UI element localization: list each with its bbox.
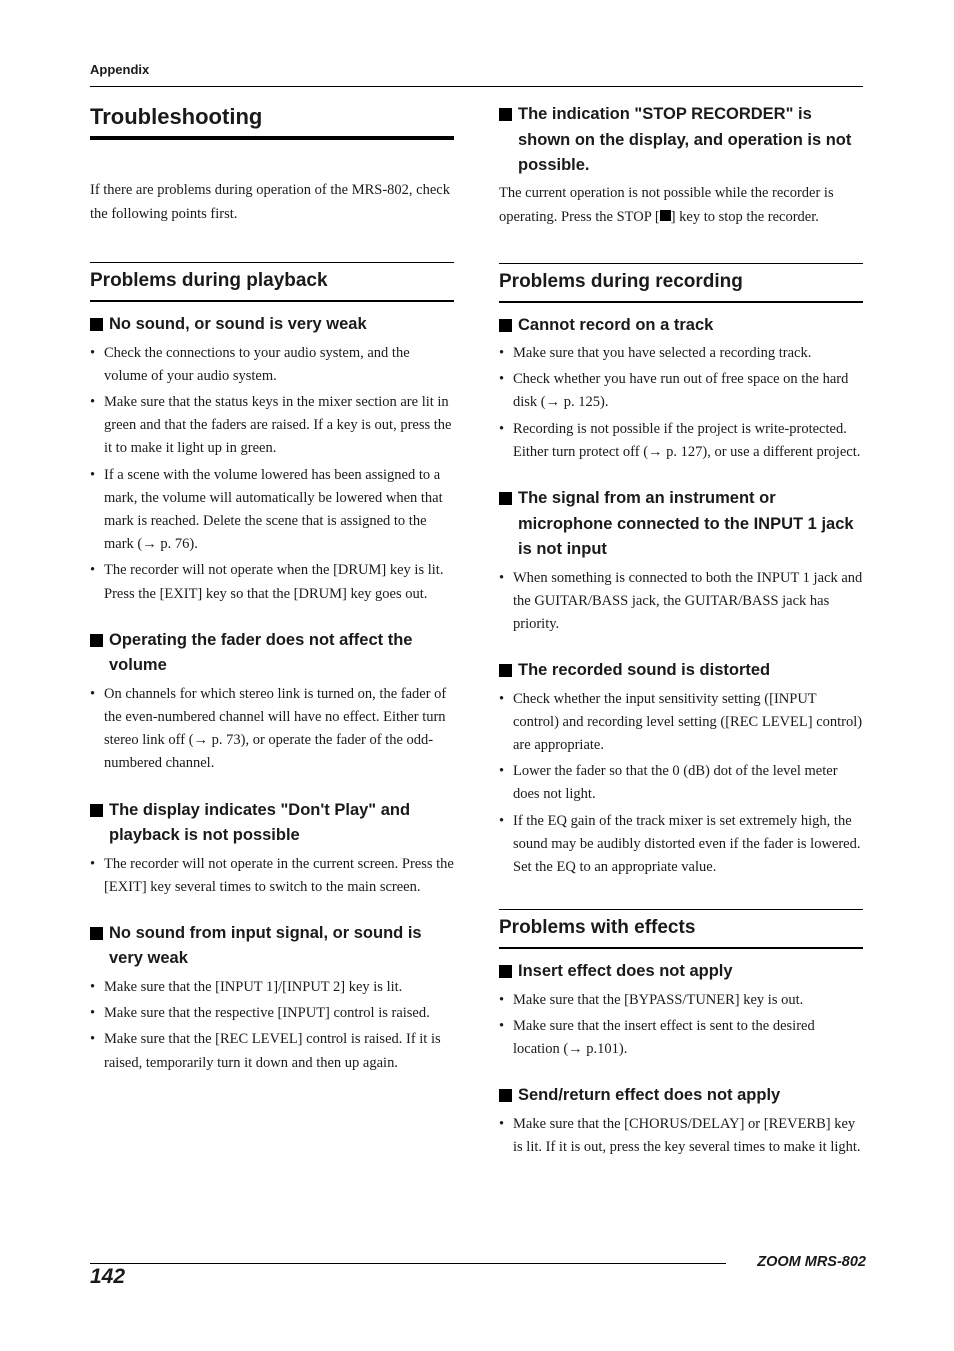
list-item: • Make sure that the insert effect is sent to the desired location (→ p.101). bbox=[499, 1015, 863, 1061]
trouble-group bbox=[90, 798, 454, 899]
page-number: 142 bbox=[90, 1265, 126, 1288]
bullet-list bbox=[90, 976, 454, 1075]
list-item: • On channels for which stereo link is turned on, the fader of the even-numbered channel will have no effect. Either turn stereo link off (→ p. 73), or operate the fader of the odd-numbered channel. bbox=[90, 683, 454, 776]
group-title: The signal from an instrument or microphone connected to the INPUT 1 jack is not input bbox=[499, 486, 863, 563]
bullet-list bbox=[499, 1113, 863, 1159]
section-heading: Problems during playback bbox=[90, 262, 454, 302]
group-title: The recorded sound is distorted bbox=[499, 658, 863, 684]
list-item: • Make sure that the [CHORUS/DELAY] or [REVERB] key is lit. If it is out, press the key several times to make it light. bbox=[499, 1113, 863, 1159]
trouble-group bbox=[499, 1083, 863, 1159]
group-title: The indication "STOP RECORDER" is shown on the display, and operation is not possible. bbox=[499, 102, 863, 179]
group-title: Insert effect does not apply bbox=[499, 959, 863, 985]
header-rule bbox=[90, 86, 863, 87]
stop-icon bbox=[660, 210, 671, 221]
square-bullet-icon bbox=[499, 108, 512, 121]
page-title: Troubleshooting bbox=[90, 104, 454, 140]
bullet-list bbox=[90, 853, 454, 899]
recording-section bbox=[499, 263, 863, 880]
square-bullet-icon bbox=[90, 634, 103, 647]
list-item: • Check whether you have run out of free space on the hard disk (→ p. 125). bbox=[499, 368, 863, 414]
list-item: • The recorder will not operate in the current screen. Press the [EXIT] key several times to switch to the main screen. bbox=[90, 853, 454, 899]
list-item: • Check whether the input sensitivity setting ([INPUT control) and recording level setting ([REC LEVEL] control) are appropriate. bbox=[499, 688, 863, 758]
list-item: • Make sure that you have selected a recording track. bbox=[499, 342, 863, 365]
trouble-group bbox=[499, 102, 863, 229]
list-item: • Make sure that the [BYPASS/TUNER] key is out. bbox=[499, 989, 863, 1012]
group-title: No sound from input signal, or sound is very weak bbox=[90, 921, 454, 972]
section-heading: Problems with effects bbox=[499, 909, 863, 949]
group-title: Operating the fader does not affect the volume bbox=[90, 628, 454, 679]
stop-recorder-text: The current operation is not possible while the recorder is operating. Press the STOP [ ] key to stop the recorder. bbox=[499, 184, 834, 225]
square-bullet-icon bbox=[90, 927, 103, 940]
list-item: • If a scene with the volume lowered has been assigned to a mark, the volume will automatically be lowered when that mark is reached. Delete the scene that is assigned to the mark (→ p. 76). bbox=[90, 464, 454, 557]
list-item: • Recording is not possible if the project is write-protected. Either turn protect off (→ p. 127), or use a different project. bbox=[499, 418, 863, 464]
list-item: • Check the connections to your audio system, and the volume of your audio system. bbox=[90, 342, 454, 388]
list-item: • Make sure that the status keys in the mixer section are lit in green and that the faders are raised. If a key is out, press the it to make it light up in green. bbox=[90, 391, 454, 461]
group-title: Send/return effect does not apply bbox=[499, 1083, 863, 1109]
footer-rule bbox=[90, 1263, 726, 1264]
bullet-list bbox=[499, 688, 863, 880]
square-bullet-icon bbox=[499, 1089, 512, 1102]
square-bullet-icon bbox=[90, 318, 103, 331]
trouble-group bbox=[499, 313, 863, 465]
effects-section bbox=[499, 909, 863, 1159]
bullet-list bbox=[499, 567, 863, 637]
right-column bbox=[499, 98, 863, 1162]
square-bullet-icon bbox=[499, 965, 512, 978]
bullet-list bbox=[499, 342, 863, 464]
list-item: • The recorder will not operate when the [DRUM] key is lit. Press the [EXIT] key so that the [DRUM] key goes out. bbox=[90, 559, 454, 605]
list-item: • When something is connected to both the INPUT 1 jack and the GUITAR/BASS jack, the GUITAR/BASS jack has priority. bbox=[499, 567, 863, 637]
bullet-list bbox=[90, 342, 454, 606]
list-item: • Lower the fader so that the 0 (dB) dot of the level meter does not light. bbox=[499, 760, 863, 806]
bullet-list bbox=[90, 683, 454, 776]
intro-text: If there are problems during operation of the MRS-802, check the following points first. bbox=[90, 182, 450, 222]
trouble-group bbox=[90, 921, 454, 1075]
product-name: ZOOM MRS-802 bbox=[757, 1254, 866, 1270]
trouble-group bbox=[499, 959, 863, 1061]
square-bullet-icon bbox=[499, 319, 512, 332]
group-title: The display indicates "Don't Play" and playback is not possible bbox=[90, 798, 454, 849]
square-bullet-icon bbox=[499, 664, 512, 677]
group-title: Cannot record on a track bbox=[499, 313, 863, 339]
list-item: • Make sure that the [REC LEVEL] control is raised. If it is raised, temporarily turn it down and then up again. bbox=[90, 1028, 454, 1074]
running-header: Appendix bbox=[90, 62, 150, 77]
list-item: • Make sure that the [INPUT 1]/[INPUT 2] key is lit. bbox=[90, 976, 454, 999]
trouble-group bbox=[499, 658, 863, 879]
trouble-group bbox=[90, 312, 454, 606]
square-bullet-icon bbox=[499, 492, 512, 505]
group-title: No sound, or sound is very weak bbox=[90, 312, 454, 338]
trouble-group bbox=[499, 486, 863, 636]
playback-section bbox=[90, 262, 454, 1075]
left-column bbox=[90, 98, 454, 1078]
trouble-group bbox=[90, 628, 454, 776]
square-bullet-icon bbox=[90, 804, 103, 817]
section-heading: Problems during recording bbox=[499, 263, 863, 303]
list-item: • If the EQ gain of the track mixer is set extremely high, the sound may be audibly distorted even if the fader is lowered. Set the EQ to an appropriate value. bbox=[499, 810, 863, 880]
bullet-list bbox=[499, 989, 863, 1062]
list-item: • Make sure that the respective [INPUT] control is raised. bbox=[90, 1002, 454, 1025]
